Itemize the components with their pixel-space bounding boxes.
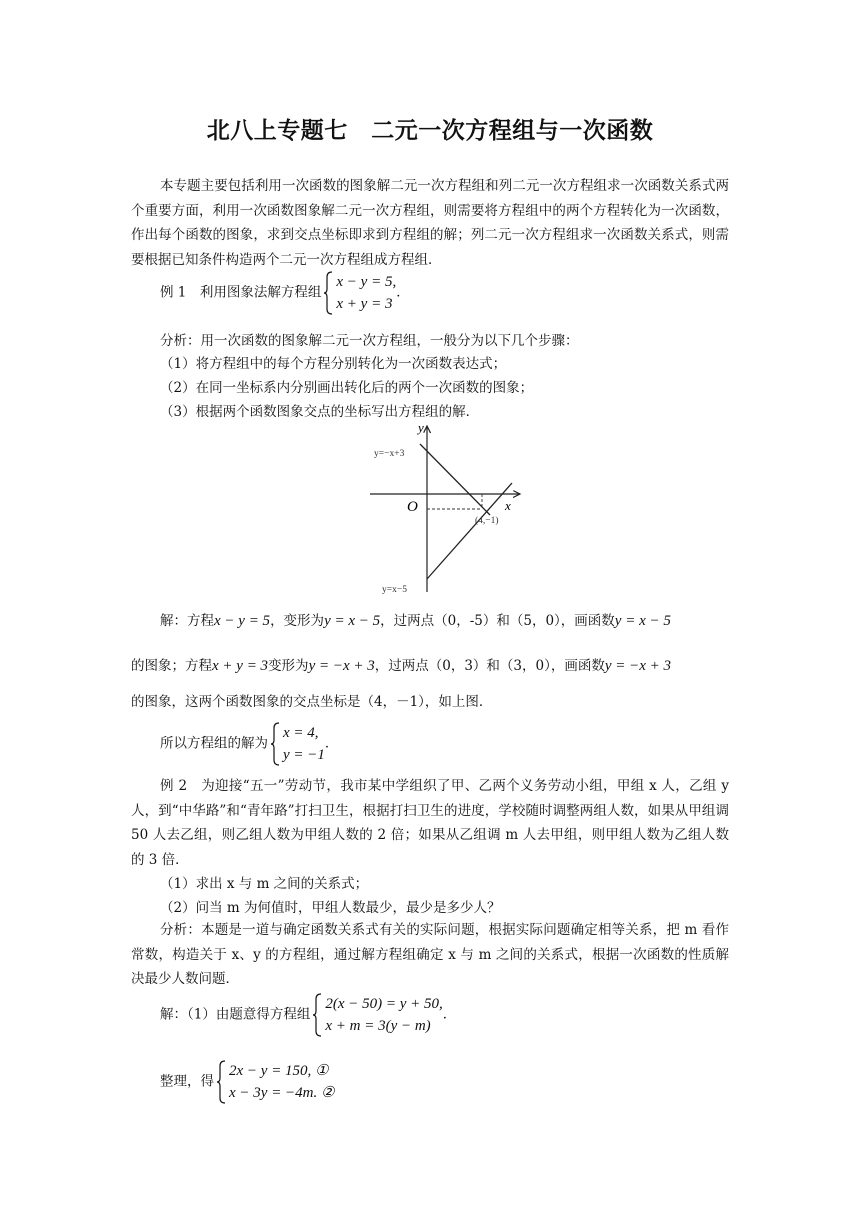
brace-icon bbox=[323, 271, 333, 315]
math: y = x − 5 bbox=[614, 613, 671, 629]
example1 bbox=[160, 271, 410, 315]
example1-prefix: 例 1 利用图象法解方程组 bbox=[160, 284, 322, 301]
text: 的图象；方程 bbox=[131, 658, 212, 674]
line-y-x-minus-5 bbox=[427, 483, 512, 579]
x-axis-label: x bbox=[505, 498, 511, 513]
example2-simplify bbox=[160, 1060, 334, 1104]
function-graph bbox=[360, 422, 530, 597]
answer-x: x = 4, bbox=[283, 725, 319, 741]
text: ，变形为 bbox=[270, 613, 325, 629]
page-title: 北八上专题七 二元一次方程组与一次函数 bbox=[206, 118, 654, 144]
solution-eq2: x + m = 3(y − m) bbox=[325, 1018, 431, 1034]
example2-text: 例 2 为迎接“五一”劳动节，我市某中学组织了甲、乙两个义务劳动小组，甲组 x 人，乙组 y 人，到“中华路”和“青年路”打扫卫生，根据打扫卫生的进度，学校随时调整两组人数，如果从甲组调 50 人去乙组，则乙组人数为甲组人数的 2 倍；如果从乙组调 m 人去甲组，则甲组人数为乙组人数的 3 倍． bbox=[131, 778, 729, 868]
math: x + y = 3 bbox=[212, 658, 269, 674]
example2-question2: （2）问当 m 为何值时，甲组人数最少，最少是多少人？ bbox=[160, 900, 501, 916]
intersection-label: (4,−1) bbox=[475, 516, 499, 526]
line2-label: y=x−5 bbox=[382, 585, 407, 595]
solution-prefix: 解：（1）由题意得方程组 bbox=[160, 1006, 311, 1023]
solution1-answer bbox=[160, 722, 338, 766]
answer-prefix: 所以方程组的解为 bbox=[160, 735, 268, 752]
text: ，过两点（0，-5）和（5，0），画函数 bbox=[380, 613, 615, 629]
analysis1-intro: 分析：用一次函数的图象解二元一次方程组，一般分为以下几个步骤： bbox=[160, 333, 579, 349]
example1-system bbox=[323, 271, 396, 315]
answer-system bbox=[270, 722, 325, 766]
simplify-system bbox=[216, 1060, 334, 1104]
solution-suffix: ． bbox=[442, 1006, 457, 1023]
solution-system bbox=[312, 993, 442, 1037]
y-axis-label: y bbox=[418, 422, 424, 435]
example2-solution bbox=[160, 993, 456, 1037]
solution1-line2 bbox=[131, 656, 671, 676]
line1-label: y=−x+3 bbox=[374, 449, 405, 459]
example1-eq1: x − y = 5, bbox=[336, 274, 397, 290]
text: 变形为 bbox=[268, 658, 309, 674]
simplify-prefix: 整理，得 bbox=[160, 1073, 214, 1090]
analysis1-step2: （2）在同一坐标系内分别画出转化后的两个一次函数的图象； bbox=[160, 380, 534, 396]
math: y = −x + 3 bbox=[604, 658, 672, 674]
example2-analysis: 分析：本题是一道与确定函数关系式有关的实际问题，根据实际问题确定相等关系，把 m 看作常数，构造关于 x、y 的方程组，通过解方程组确定 x 与 m 之间的关系式，根据一次函数的性质解决最少人数问题． bbox=[131, 922, 729, 987]
example1-eq2: x + y = 3 bbox=[336, 296, 393, 312]
analysis1-step3: （3）根据两个函数图象交点的坐标写出方程组的解． bbox=[160, 404, 480, 420]
brace-icon bbox=[312, 993, 322, 1037]
example1-suffix: ． bbox=[396, 284, 410, 301]
math: x − y = 5 bbox=[214, 613, 271, 629]
simplify-eq2: x − 3y = −4m. ② bbox=[229, 1085, 335, 1101]
math: y = −x + 3 bbox=[308, 658, 375, 674]
answer-y: y = −1 bbox=[283, 747, 325, 763]
solution-eq1: 2(x − 50) = y + 50, bbox=[325, 996, 443, 1012]
simplify-eq1: 2x − y = 150, ① bbox=[229, 1063, 329, 1079]
example2-question1: （1）求出 x 与 m 之间的关系式； bbox=[160, 876, 369, 892]
solution1-line1 bbox=[160, 611, 671, 631]
solution1-line3: 的图象，这两个函数图象的交点坐标是（4，－1），如上图． bbox=[131, 694, 493, 710]
brace-icon bbox=[216, 1060, 226, 1104]
line-y-neg-x-plus-3 bbox=[420, 444, 490, 515]
math: y = x − 5 bbox=[324, 613, 381, 629]
analysis1-step1: （1）将方程组中的每个方程分别转化为一次函数表达式； bbox=[160, 356, 507, 372]
origin-label: O bbox=[407, 499, 418, 515]
text: ，过两点（0，3）和（3，0），画函数 bbox=[374, 658, 605, 674]
intro-paragraph: 本专题主要包括利用一次函数的图象解二元一次方程组和列二元一次方程组求一次函数关系式两个重要方面，利用一次函数图象解二元一次方程组，则需要将方程组中的两个方程转化为一次函数，作出每个函数的图象，求到交点坐标即求到方程组的解；列二元一次方程组求一次函数关系式，则需要根据已知条件构造两个二元一次方程组成方程组． bbox=[131, 178, 729, 268]
answer-suffix: ． bbox=[324, 735, 339, 752]
text: 解：方程 bbox=[160, 613, 214, 629]
brace-icon bbox=[270, 722, 280, 766]
